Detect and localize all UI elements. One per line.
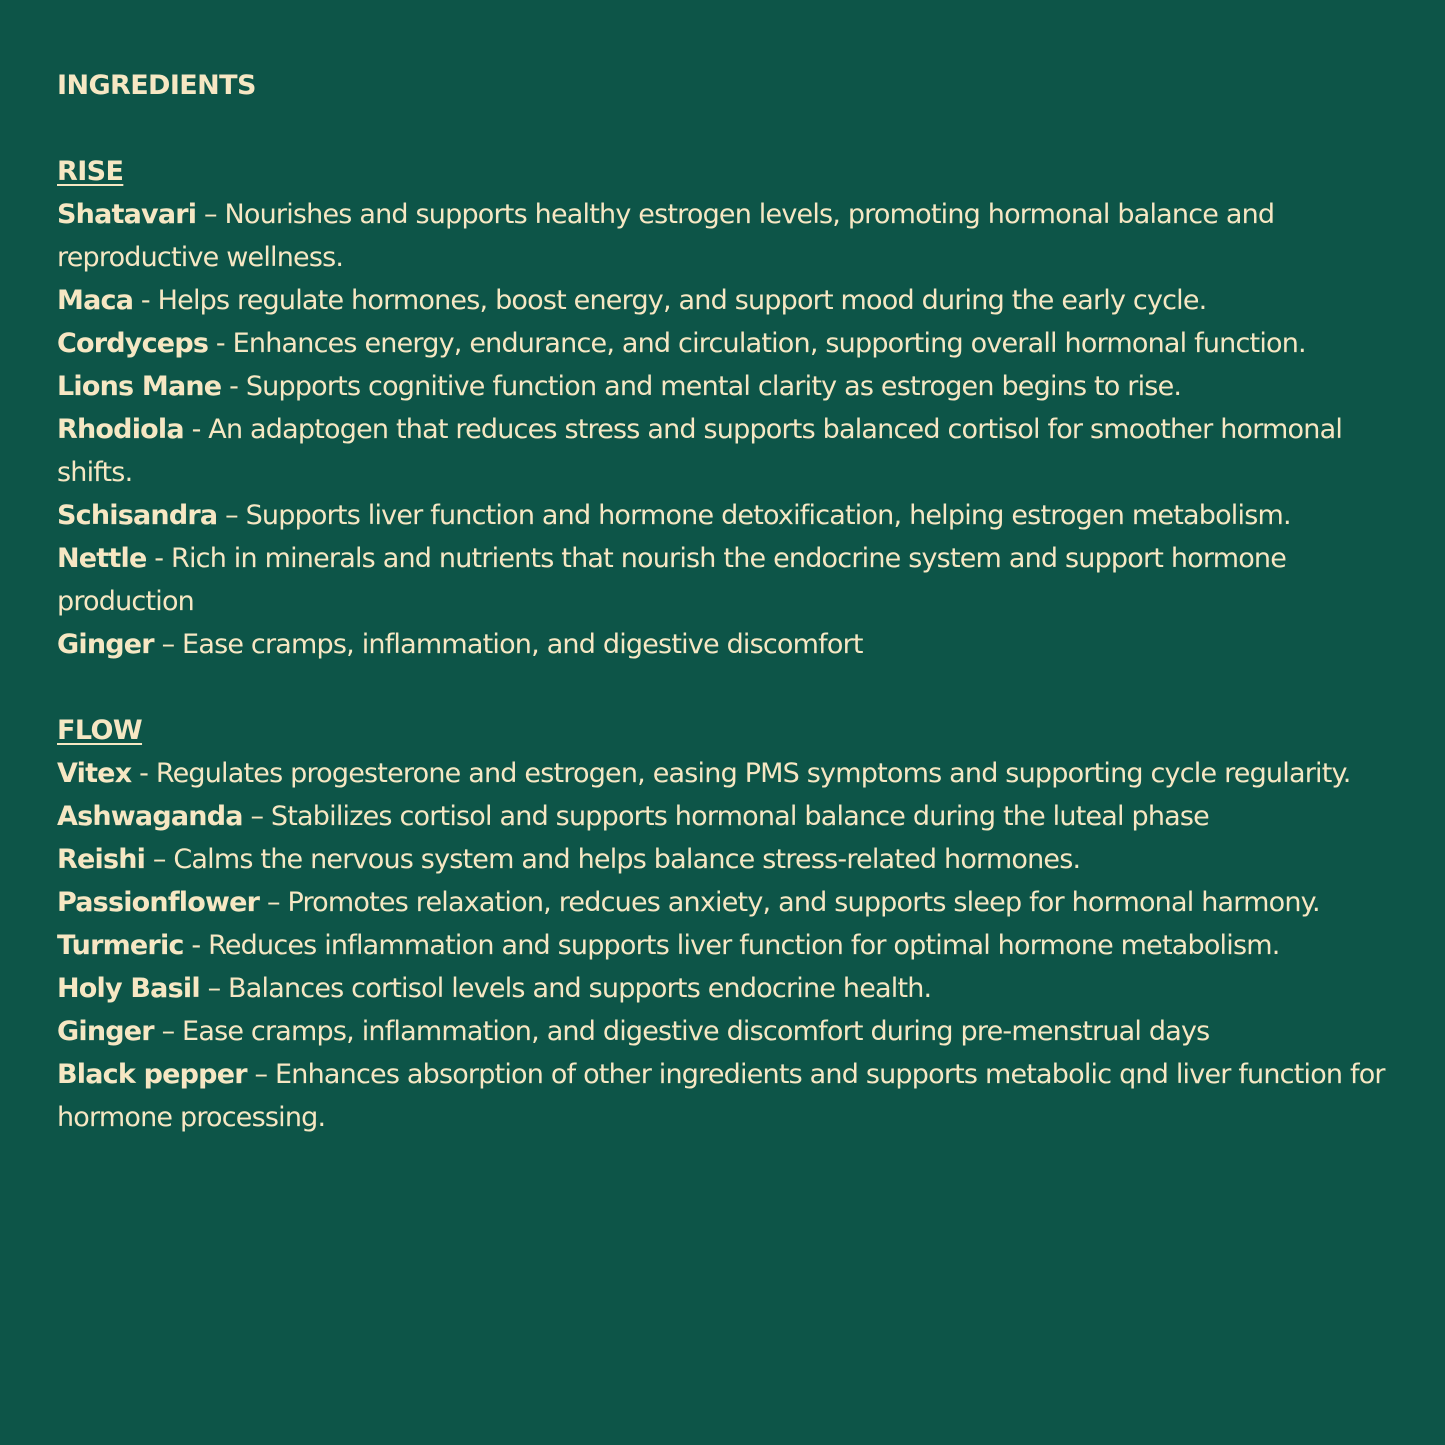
ingredient-item: [57, 838, 1388, 881]
ingredient-item: [57, 365, 1388, 408]
section-heading-rise: RISE: [57, 156, 124, 187]
ingredient-item: [57, 1010, 1388, 1053]
ingredient-item: [57, 494, 1388, 537]
ingredient-item: [57, 623, 1388, 666]
ingredient-name: Lions Mane: [57, 371, 222, 402]
ingredient-description: - Rich in minerals and nutrients that nourish the endocrine system and support hormone production: [57, 543, 1287, 617]
ingredient-name: Maca: [57, 285, 134, 316]
ingredient-name: Shatavari: [57, 199, 197, 230]
ingredient-name: Black pepper: [57, 1059, 247, 1090]
ingredient-item: [57, 193, 1388, 279]
ingredient-description: - Enhances energy, endurance, and circulation, supporting overall hormonal function.: [208, 328, 1306, 359]
ingredient-description: – Promotes relaxation, redcues anxiety, and supports sleep for hormonal harmony.: [259, 887, 1320, 918]
ingredient-description: – Calms the nervous system and helps balance stress-related hormones.: [145, 844, 1081, 875]
ingredient-name: Passionflower: [57, 887, 260, 918]
ingredient-name: Nettle: [57, 543, 147, 574]
ingredient-description: - Reduces inflammation and supports liver function for optimal hormone metabolism.: [183, 930, 1280, 961]
ingredient-description: – Balances cortisol levels and supports endocrine health.: [199, 973, 932, 1004]
ingredient-description: - Supports cognitive function and mental clarity as estrogen begins to rise.: [221, 371, 1182, 402]
ingredient-description: – Ease cramps, inflammation, and digestive discomfort: [153, 629, 863, 660]
ingredient-item: [57, 408, 1388, 494]
ingredient-item: [57, 795, 1388, 838]
ingredient-name: Schisandra: [57, 500, 218, 531]
page-title: INGREDIENTS: [57, 70, 256, 101]
ingredient-item: [57, 881, 1388, 924]
ingredient-name: Ashwaganda: [57, 801, 243, 832]
ingredient-description: – Nourishes and supports healthy estrogen levels, promoting hormonal balance and reproductive wellness.: [57, 199, 1275, 273]
section-heading-flow: FLOW: [57, 715, 143, 746]
ingredient-list-rise: [57, 193, 1388, 666]
ingredient-description: – Ease cramps, inflammation, and digestive discomfort during pre-menstrual days: [153, 1016, 1210, 1047]
section-rise: [57, 150, 1388, 666]
ingredient-item: [57, 967, 1388, 1010]
ingredient-item: [57, 322, 1388, 365]
ingredient-item: [57, 1053, 1388, 1139]
ingredient-name: Ginger: [57, 629, 154, 660]
ingredient-name: Holy Basil: [57, 973, 200, 1004]
ingredient-name: Rhodiola: [57, 414, 184, 445]
ingredient-item: [57, 279, 1388, 322]
ingredient-name: Reishi: [57, 844, 146, 875]
section-flow: [57, 709, 1388, 1139]
ingredient-name: Ginger: [57, 1016, 154, 1047]
ingredient-name: Cordyceps: [57, 328, 209, 359]
ingredient-item: [57, 537, 1388, 623]
ingredient-list-flow: [57, 752, 1388, 1139]
ingredient-description: - Helps regulate hormones, boost energy, and support mood during the early cycle.: [133, 285, 1207, 316]
ingredient-description: – Supports liver function and hormone detoxification, helping estrogen metabolism.: [217, 500, 1291, 531]
ingredient-description: – Enhances absorption of other ingredients and supports metabolic qnd liver function for hormone processing.: [57, 1059, 1385, 1133]
ingredient-description: – Stabilizes cortisol and supports hormonal balance during the luteal phase: [242, 801, 1209, 832]
ingredient-name: Turmeric: [57, 930, 184, 961]
ingredient-description: - Regulates progesterone and estrogen, easing PMS symptoms and supporting cycle regularity.: [131, 758, 1351, 789]
ingredient-description: - An adaptogen that reduces stress and supports balanced cortisol for smoother hormonal shifts.: [57, 414, 1343, 488]
ingredient-item: [57, 752, 1388, 795]
ingredient-item: [57, 924, 1388, 967]
ingredient-name: Vitex: [57, 758, 132, 789]
